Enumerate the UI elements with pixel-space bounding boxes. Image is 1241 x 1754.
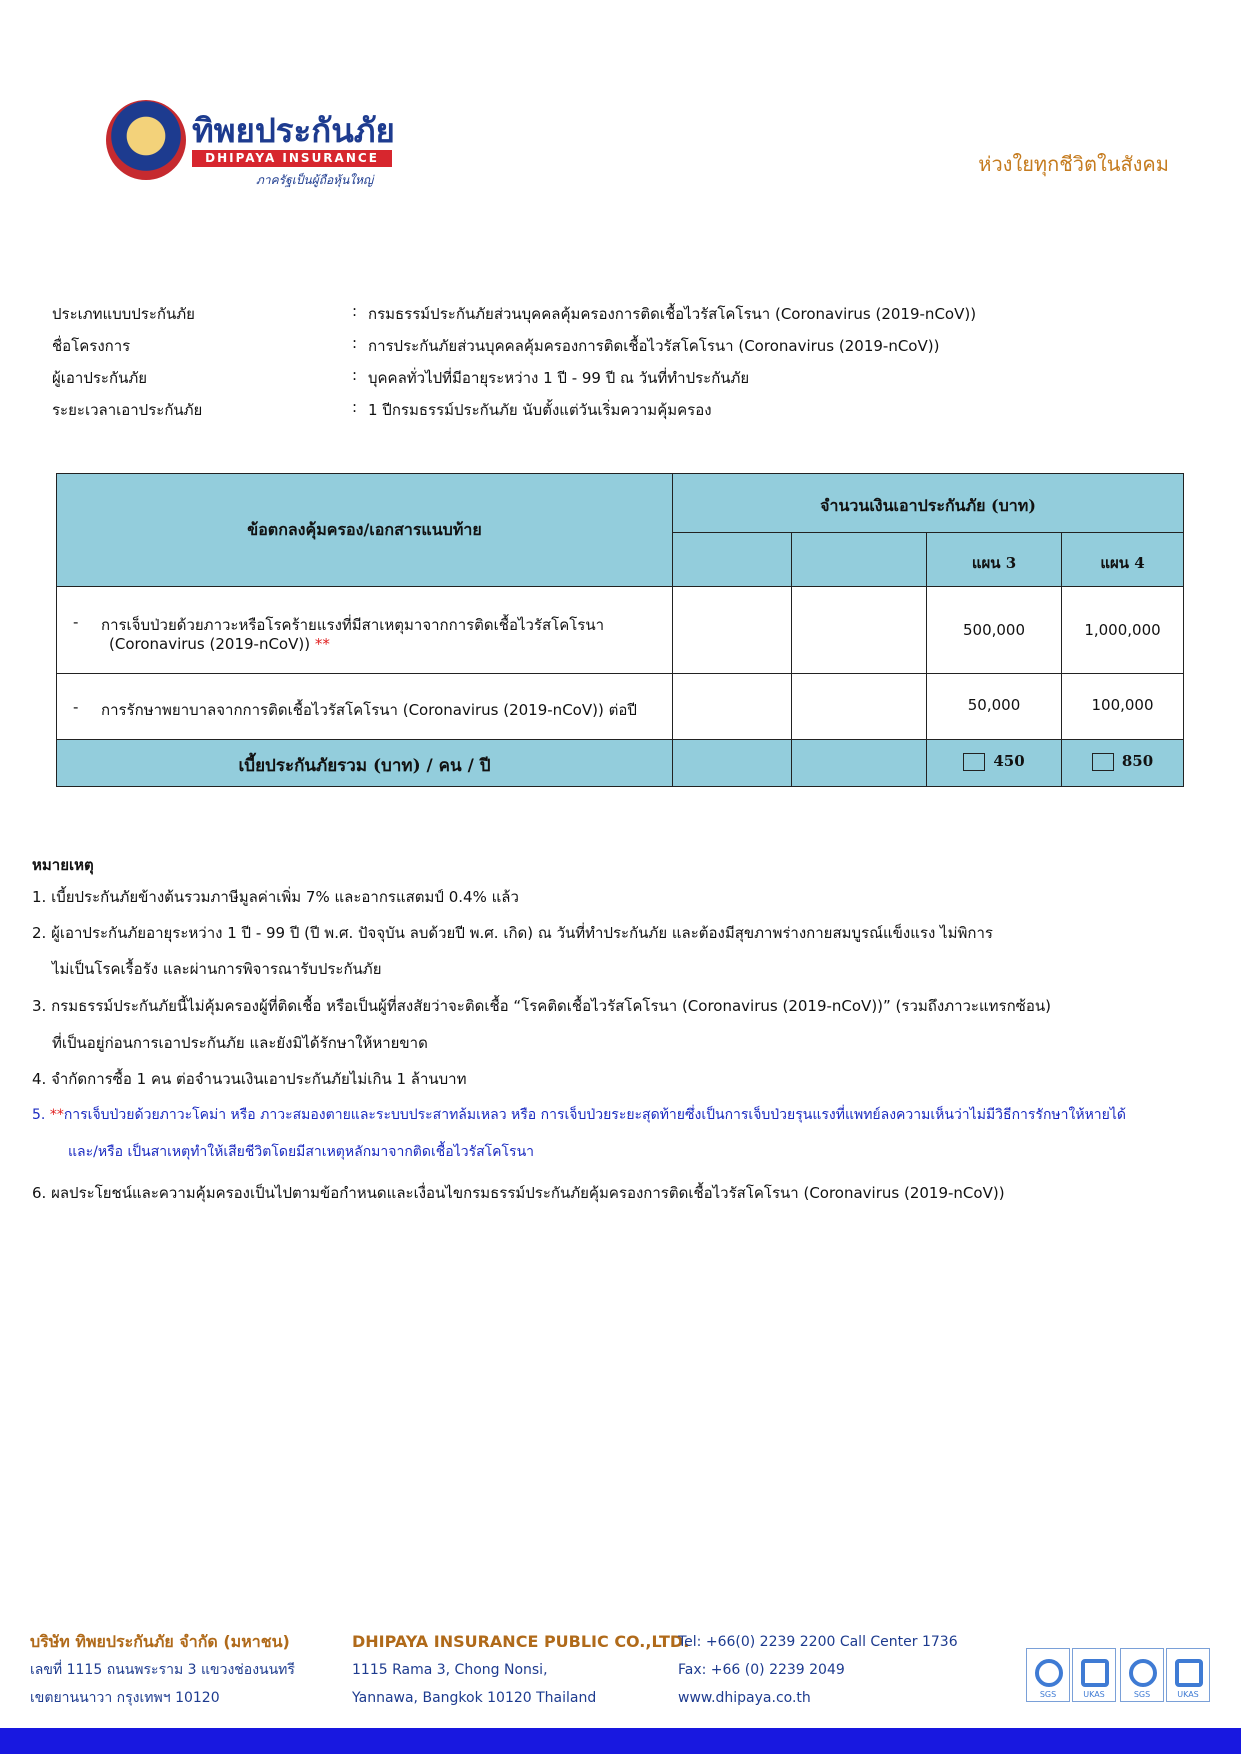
- info-row-type: [52, 302, 1182, 332]
- table-cell-plan4: [1061, 586, 1184, 674]
- plan4-premium: [1062, 752, 1183, 771]
- table-header-plan4: [1061, 532, 1184, 587]
- footer-tel: Tel: +66(0) 2239 2200 Call Center 1736: [678, 1634, 958, 1650]
- info-row-insured: [52, 366, 1182, 396]
- logo-english-name: DHIPAYA INSURANCE: [205, 151, 379, 165]
- row1-plan3-value: 500,000: [962, 621, 1026, 639]
- row-coverage-text: การเจ็บป่วยด้วยภาวะหรือโรคร้ายแรงที่มีสาเหตุมาจากการติดเชื้อไวรัสโคโรนา: [101, 616, 605, 634]
- table-cell-plan3: [926, 586, 1062, 674]
- table-cell-plan3-premium: [926, 739, 1062, 787]
- info-value: 1 ปีกรมธรรม์ประกันภัย นับตั้งแต่วันเริ่มความคุ้มครอง: [368, 401, 712, 419]
- logo-thai-name: ทิพยประกันภัย: [192, 111, 395, 150]
- footer-english-addr2: Yannawa, Bangkok 10120 Thailand: [352, 1690, 597, 1706]
- plan3-premium: [927, 752, 1061, 771]
- info-value: การประกันภัยส่วนบุคคลคุ้มครองการติดเชื้อไวรัสโคโรนา (Coronavirus (2019-nCoV)): [368, 337, 940, 355]
- row-coverage-text-2: [109, 635, 330, 653]
- footer-thai-address: [30, 1628, 295, 1712]
- note-3-cont: ที่เป็นอยู่ก่อนการเอาประกันภัย และยังมิได้รักษาให้หายขาด: [52, 1034, 428, 1052]
- info-value: กรมธรรม์ประกันภัยส่วนบุคคลคุ้มครองการติดเชื้อไวรัสโคโรนา (Coronavirus (2019-nCoV)): [368, 305, 977, 323]
- certification-badges: [1026, 1648, 1210, 1702]
- plan4-label: แผน 4: [1100, 554, 1145, 572]
- plan3-label: แผน 3: [971, 554, 1017, 572]
- info-row-period: [52, 398, 1182, 428]
- info-colon: :: [352, 334, 358, 352]
- info-value: บุคคลทั่วไปที่มีอายุระหว่าง 1 ปี - 99 ปี ณ วันที่ทำประกันภัย: [368, 369, 750, 387]
- table-header-plan2: [791, 532, 927, 587]
- footer-thai-addr1: เลขที่ 1115 ถนนพระราม 3 แขวงช่องนนทรี: [30, 1662, 295, 1678]
- row1-plan4-value: 1,000,000: [1084, 621, 1161, 639]
- table-cell-plan4: [1061, 673, 1184, 740]
- note-5: [32, 1104, 1126, 1126]
- company-logo: [106, 98, 396, 190]
- note-2-cont: ไม่เป็นโรคเรื้อรัง และผ่านการพิจารณารับประกันภัย: [52, 960, 382, 978]
- table-cell-plan4-premium: [1061, 739, 1184, 787]
- plan3-checkbox[interactable]: [963, 753, 985, 771]
- info-colon: :: [352, 302, 358, 320]
- slogan: ห่วงใยทุกชีวิตในสังคม: [978, 152, 1169, 176]
- table-cell-empty: [672, 739, 792, 787]
- logo-english-bar: [192, 150, 392, 167]
- ukas-cert-icon: UKAS: [1166, 1648, 1210, 1702]
- notes-title: หมายเหตุ: [32, 856, 94, 874]
- logo-subtitle: ภาครัฐเป็นผู้ถือหุ้นใหญ่: [256, 173, 374, 187]
- info-label: ประเภทแบบประกันภัย: [52, 305, 195, 323]
- row2-plan3-value: 50,000: [967, 696, 1021, 714]
- plan4-checkbox[interactable]: [1092, 753, 1114, 771]
- footer-english-addr1: 1115 Rama 3, Chong Nonsi,: [352, 1662, 548, 1678]
- table-cell-empty: [791, 739, 927, 787]
- table-header-coverage: [56, 473, 673, 587]
- plan4-premium-value: 850: [1121, 752, 1154, 770]
- table-header-sum-insured-label: จำนวนเงินเอาประกันภัย (บาท): [820, 496, 1036, 515]
- table-cell-empty: [672, 673, 792, 740]
- asterisk-mark: **: [314, 635, 330, 653]
- info-label: ผู้เอาประกันภัย: [52, 369, 147, 387]
- footer-fax: Fax: +66 (0) 2239 2049: [678, 1662, 845, 1678]
- row2-plan4-value: 100,000: [1091, 696, 1154, 714]
- ukas-cert-icon: UKAS: [1072, 1648, 1116, 1702]
- table-cell-empty: [791, 673, 927, 740]
- note-4: 4. จำกัดการซื้อ 1 คน ต่อจำนวนเงินเอาประกันภัยไม่เกิน 1 ล้านบาท: [32, 1070, 467, 1088]
- info-label: ชื่อโครงการ: [52, 337, 131, 355]
- note-2: 2. ผู้เอาประกันภัยอายุระหว่าง 1 ปี - 99 ปี (ปี พ.ศ. ปัจจุบัน ลบด้วยปี พ.ศ. เกิด) ณ วันที่ทำประกันภัย และต้องมีสุขภาพร่างกายสมบูรณ์แข็งแรง ไม่พิการ: [32, 924, 993, 942]
- logo-seal-icon: [106, 100, 186, 180]
- footer-english-company: DHIPAYA INSURANCE PUBLIC CO.,LTD.: [352, 1632, 690, 1651]
- info-colon: :: [352, 366, 358, 384]
- plan3-premium-value: 450: [993, 752, 1025, 770]
- row-dash: -: [73, 613, 79, 631]
- info-colon: :: [352, 398, 358, 416]
- note-3: 3. กรมธรรม์ประกันภัยนี้ไม่คุ้มครองผู้ที่ติดเชื้อ หรือเป็นผู้ที่สงสัยว่าจะติดเชื้อ “โรคติดเชื้อไวรัสโคโรนา (Coronavirus (2019-nCoV))” (รวมถึงภาวะแทรกซ้อน): [32, 997, 1051, 1015]
- sgs-cert-icon: SGS: [1120, 1648, 1164, 1702]
- table-cell-plan3: [926, 673, 1062, 740]
- table-header-plan1: [672, 532, 792, 587]
- info-label: ระยะเวลาเอาประกันภัย: [52, 401, 203, 419]
- footer-bar: [0, 1728, 1241, 1754]
- footer-website[interactable]: www.dhipaya.co.th: [678, 1690, 811, 1706]
- table-header-plan3: [926, 532, 1062, 587]
- table-total-row: [56, 739, 673, 787]
- sgs-cert-icon: SGS: [1026, 1648, 1070, 1702]
- table-cell-empty: [672, 586, 792, 674]
- note-5-cont: และ/หรือ เป็นสาเหตุทำให้เสียชีวิตโดยมีสาเหตุหลักมาจากติดเชื้อไวรัสโคโรนา: [68, 1144, 535, 1160]
- total-premium-label: เบี้ยประกันภัยรวม (บาท) / คน / ปี: [238, 756, 491, 776]
- footer-contact: [678, 1628, 958, 1712]
- table-cell-empty: [791, 586, 927, 674]
- asterisk-mark: **: [49, 1107, 64, 1123]
- table-header-sum-insured: [672, 473, 1184, 533]
- row-coverage-text-2-main: (Coronavirus (2019-nCoV)): [109, 635, 311, 653]
- footer-thai-addr2: เขตยานนาวา กรุงเทพฯ 10120: [30, 1690, 220, 1706]
- footer-english-address: [352, 1628, 689, 1712]
- note-5-text: การเจ็บป่วยด้วยภาวะโคม่า หรือ ภาวะสมองตายและระบบประสาทล้มเหลว หรือ การเจ็บป่วยระยะสุดท้ายซึ่งเป็นการเจ็บป่วยรุนแรงที่แพทย์ลงความเห็นว่าไม่มีวิธีการรักษาให้หายได้: [63, 1107, 1127, 1123]
- footer-thai-company: บริษัท ทิพยประกันภัย จำกัด (มหาชน): [30, 1632, 290, 1651]
- note-6: 6. ผลประโยชน์และความคุ้มครองเป็นไปตามข้อกำหนดและเงื่อนไขกรมธรรม์ประกันภัยคุ้มครองการติดเชื้อไวรัสโคโรนา (Coronavirus (2019-nCoV)): [32, 1184, 1005, 1202]
- footer: [30, 1628, 1220, 1718]
- info-row-project: [52, 334, 1182, 364]
- coverage-table: [56, 473, 1184, 787]
- table-row: [56, 586, 673, 674]
- row-dash: -: [73, 698, 79, 716]
- note-5-number: 5.: [32, 1107, 50, 1123]
- table-row: [56, 673, 673, 740]
- table-header-coverage-label: ข้อตกลงคุ้มครอง/เอกสารแนบท้าย: [247, 520, 482, 539]
- note-1: 1. เบี้ยประกันภัยข้างต้นรวมภาษีมูลค่าเพิ่ม 7% และอากรแสตมป์ 0.4% แล้ว: [32, 888, 519, 906]
- row-coverage-text: การรักษาพยาบาลจากการติดเชื้อไวรัสโคโรนา (Coronavirus (2019-nCoV)) ต่อปี: [101, 701, 637, 719]
